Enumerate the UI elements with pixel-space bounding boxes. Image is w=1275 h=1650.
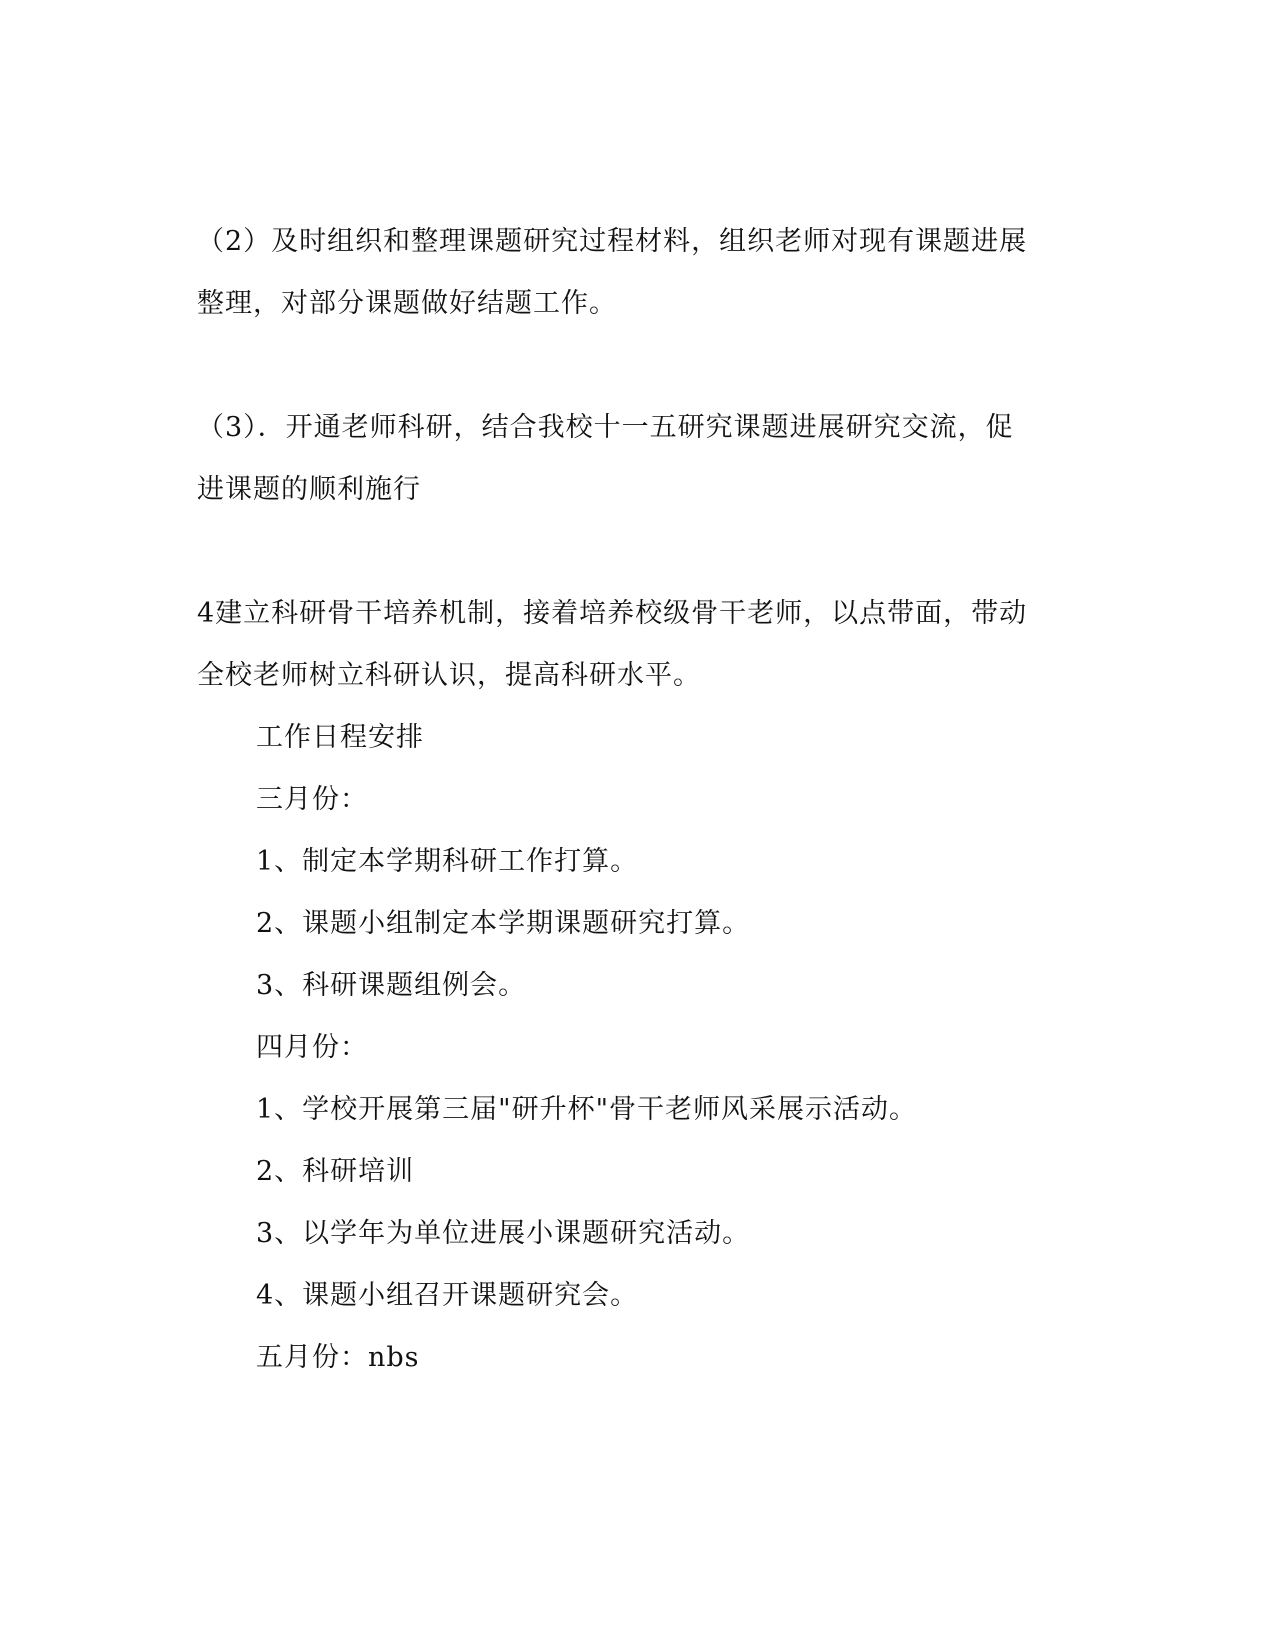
april-item: 1、学校开展第三届"研升杯"骨干老师风采展示活动。: [256, 1094, 918, 1125]
april-item: 4、课题小组召开课题研究会。: [256, 1280, 639, 1311]
paragraph-3-line-2: 进课题的顺利施行: [197, 474, 421, 505]
march-item: 3、科研课题组例会。: [256, 970, 527, 1001]
paragraph-4-line-2: 全校老师树立科研认识，提高科研水平。: [197, 660, 701, 691]
paragraph-4-line-1: 4建立科研骨干培养机制，接着培养校级骨干老师，以点带面，带动: [197, 598, 1028, 629]
march-item: 1、制定本学期科研工作打算。: [256, 846, 639, 877]
paragraph-3-line-1: （3）．开通老师科研，结合我校十一五研究课题进展研究交流，促: [197, 412, 1014, 443]
march-item: 2、课题小组制定本学期课题研究打算。: [256, 908, 751, 939]
paragraph-2-line-1: （2）及时组织和整理课题研究过程材料，组织老师对现有课题进展: [197, 226, 1028, 257]
schedule-title: 工作日程安排: [256, 722, 424, 753]
april-item: 3、以学年为单位进展小课题研究活动。: [256, 1218, 751, 1249]
april-heading: 四月份：: [256, 1032, 368, 1063]
may-heading: 五月份：nbs: [256, 1342, 420, 1373]
paragraph-2-line-2: 整理，对部分课题做好结题工作。: [197, 288, 617, 319]
march-heading: 三月份：: [256, 784, 368, 815]
april-item: 2、科研培训: [256, 1156, 415, 1187]
